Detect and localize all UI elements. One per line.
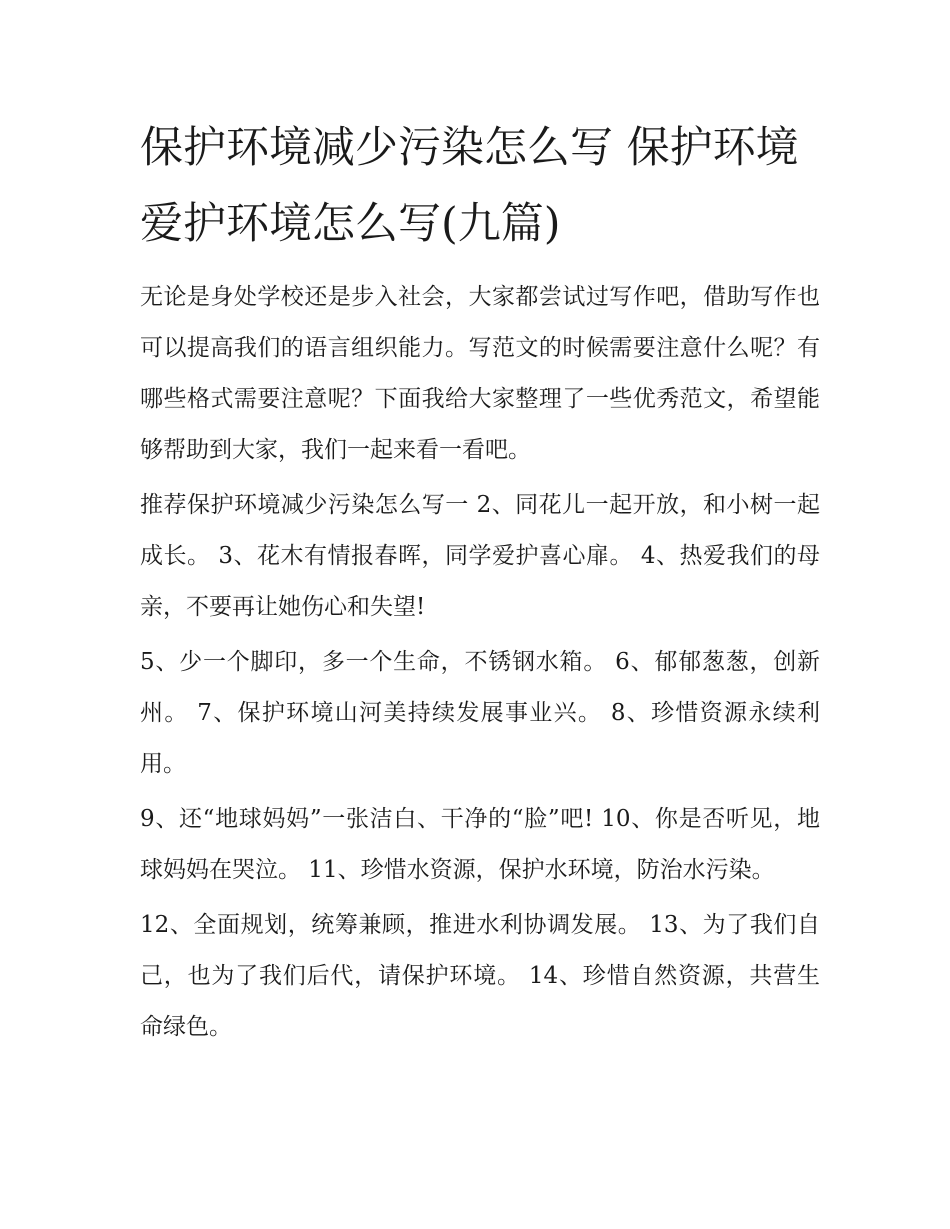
slogan-paragraph: 5、少一个脚印，多一个生命，不锈钢水箱。 6、郁郁葱葱，创新州。 7、保护环境山河美持续发展事业兴。 8、珍惜资源永续利用。 bbox=[140, 649, 820, 777]
slogan-paragraph: 推荐保护环境减少污染怎么写一 2、同花儿一起开放，和小树一起成长。 3、花木有情报春晖，同学爱护喜心扉。 4、热爱我们的母亲，不要再让她伤心和失望! bbox=[140, 492, 820, 620]
slogan-paragraph: 12、全面规划，统筹兼顾，推进水利协调发展。 13、为了我们自己，也为了我们后代，请保护环境。 14、珍惜自然资源，共营生命绿色。 bbox=[140, 912, 820, 1040]
document-body bbox=[140, 110, 820, 1053]
document-title: 保护环境减少污染怎么写 保护环境爱护环境怎么写(九篇) bbox=[140, 123, 799, 249]
slogan-paragraph: 9、还“地球妈妈”一张洁白、干净的“脸”吧! 10、你是否听见，地球妈妈在哭泣。 11、珍惜水资源，保护水环境，防治水污染。 bbox=[140, 806, 820, 883]
title-spacer bbox=[140, 262, 820, 272]
intro-paragraph: 无论是身处学校还是步入社会，大家都尝试过写作吧，借助写作也可以提高我们的语言组织能力。写范文的时候需要注意什么呢？有哪些格式需要注意呢？下面我给大家整理了一些优秀范文，希望能够帮助到大家，我们一起来看一看吧。 bbox=[140, 284, 820, 463]
